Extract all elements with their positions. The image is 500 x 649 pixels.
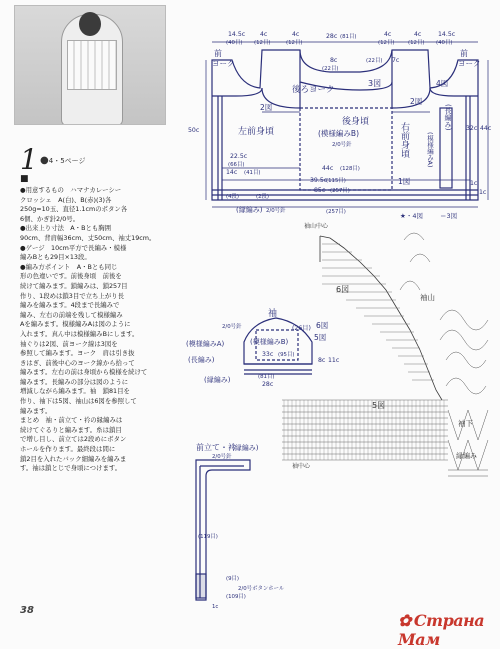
svg-text:(縁編み): (縁編み) xyxy=(232,444,259,452)
svg-text:前立て・衿: 前立て・衿 xyxy=(196,443,236,452)
instruction-line: 鎖2目を入れたバック細編みを編みま xyxy=(20,454,127,463)
instruction-line: 6個、かぎ針2/0号。 xyxy=(20,214,80,223)
svg-text:1c: 1c xyxy=(212,604,219,610)
svg-text:袖中心: 袖中心 xyxy=(292,463,311,470)
instruction-line: ●ゲージ 10cm平方で長編み・模様 xyxy=(20,243,127,252)
svg-text:28c: 28c xyxy=(326,33,338,40)
svg-text:4c: 4c xyxy=(260,31,268,38)
svg-text:39.5c: 39.5c xyxy=(310,177,328,184)
svg-text:後身頃: 後身頃 xyxy=(342,117,370,127)
instruction-line: ●編み方ポイント A・Bとも同じ xyxy=(20,262,118,271)
instruction-line: 袖ぐりは2図、前ヨーク線は3図を xyxy=(20,339,118,348)
instruction-line: 形の色違いです。前後身頃 前後を xyxy=(20,272,122,281)
svg-text:(12目): (12目) xyxy=(254,40,271,46)
svg-text:(4段): (4段) xyxy=(226,194,240,200)
svg-text:14c: 14c xyxy=(226,169,238,176)
svg-text:4図: 4図 xyxy=(436,79,449,88)
svg-text:6図: 6図 xyxy=(336,285,350,294)
svg-text:28c: 28c xyxy=(262,381,274,388)
svg-text:8c: 8c xyxy=(318,357,326,364)
svg-text:(66目): (66目) xyxy=(228,162,245,168)
svg-text:44c: 44c xyxy=(480,125,492,132)
svg-text:(128目): (128目) xyxy=(340,166,360,172)
svg-text:(2段): (2段) xyxy=(256,194,270,200)
instruction-line: 増減しながら編みます。袖 鎖81目を xyxy=(20,387,130,396)
svg-text:32c: 32c xyxy=(466,125,478,132)
svg-text:ヨーク: ヨーク xyxy=(212,59,235,68)
svg-text:袖: 袖 xyxy=(268,309,278,319)
svg-text:5図: 5図 xyxy=(372,401,386,410)
svg-text:8c: 8c xyxy=(330,57,338,64)
svg-text:14.5c: 14.5c xyxy=(438,31,456,38)
instruction-line: きはぎ、前後中心のヨーク線から拾って xyxy=(20,358,135,367)
instruction-line: Aを編みます。模様編みAは図のように xyxy=(20,320,131,329)
instruction-line: 250g=10玉、直径1.1cmのボタン各 xyxy=(20,205,128,214)
svg-text:ヨーク: ヨーク xyxy=(458,59,481,68)
svg-text:(縁編み): (縁編み) xyxy=(236,206,263,214)
svg-text:2/0号針: 2/0号針 xyxy=(212,454,232,460)
dim-14-5-left: 14.5c xyxy=(228,31,246,38)
svg-text:後ろヨーク: 後ろヨーク xyxy=(292,85,335,95)
svg-text:1c: 1c xyxy=(470,180,478,187)
page-reference: ●4・5ページ xyxy=(40,155,86,166)
svg-text:(22目): (22目) xyxy=(322,66,339,72)
svg-text:(長編み): (長編み) xyxy=(444,104,452,131)
svg-text:前: 前 xyxy=(214,49,222,58)
svg-text:(41目): (41目) xyxy=(244,170,261,176)
page-number: 38 xyxy=(20,605,34,616)
instruction-line: 編み、左右の前端を残して模様編み xyxy=(20,310,123,319)
svg-text:★・4図: ★・4図 xyxy=(400,212,423,220)
svg-text:(縁編み): (縁編み) xyxy=(204,376,231,384)
svg-text:7c: 7c xyxy=(392,57,400,64)
svg-text:袖山: 袖山 xyxy=(420,293,435,302)
svg-text:33c: 33c xyxy=(262,351,274,358)
svg-text:2図: 2図 xyxy=(260,103,273,112)
svg-text:(257目): (257目) xyxy=(326,209,346,215)
instruction-line: 編みます。左右の前は身頃から模様を続けて xyxy=(20,368,148,377)
svg-text:(模様編みA): (模様編みA) xyxy=(186,340,225,348)
instruction-line: 続けて編みます。鎖編みは、鎖257目 xyxy=(20,281,128,290)
svg-text:(109目): (109目) xyxy=(226,594,246,600)
instruction-line: 編みます。 xyxy=(20,406,52,415)
watermark-logo: ✿ Страна Мам xyxy=(398,611,485,649)
instruction-line: 編みBとも29目×13段。 xyxy=(20,253,91,262)
stitch-chart xyxy=(282,233,488,476)
svg-text:(12目): (12目) xyxy=(286,40,303,46)
svg-text:袖山中心: 袖山中心 xyxy=(304,223,329,230)
svg-text:前: 前 xyxy=(460,49,468,58)
svg-text:(40目): (40目) xyxy=(226,40,243,46)
svg-text:(12目): (12目) xyxy=(408,40,425,46)
svg-text:(26目): (26目) xyxy=(292,325,311,332)
svg-text:(81目): (81目) xyxy=(258,374,275,380)
instruction-line: 作り、袖下は5図、袖山は6図を参照して xyxy=(20,397,137,406)
svg-text:＝3図: ＝3図 xyxy=(440,212,458,220)
instruction-line: ホールを作ります。最終段は間に xyxy=(20,445,116,454)
instruction-line: で増し目し、前立ては2段めにボタン xyxy=(20,435,127,444)
svg-text:2/0号針: 2/0号針 xyxy=(222,324,242,330)
svg-text:5図: 5図 xyxy=(314,333,327,342)
instruction-line: まとめ 袖・前立て・衿の縁編みは xyxy=(20,416,123,425)
instruction-line: ●用意するもの ハマナカレーシー xyxy=(20,186,122,194)
svg-text:(長編み): (長編み) xyxy=(188,356,215,364)
instruction-line: 編みを編みます。4段まで長編みで xyxy=(20,301,120,310)
svg-text:(40目): (40目) xyxy=(436,40,453,46)
svg-text:(119目): (119目) xyxy=(198,534,218,540)
svg-text:1c: 1c xyxy=(479,189,487,196)
svg-text:縁編み: 縁編み xyxy=(456,452,477,460)
svg-text:85c: 85c xyxy=(314,187,326,194)
svg-text:4c: 4c xyxy=(384,31,392,38)
svg-text:4c: 4c xyxy=(414,31,422,38)
svg-text:3図: 3図 xyxy=(368,79,382,88)
svg-text:50c: 50c xyxy=(188,127,200,134)
svg-text:(257目): (257目) xyxy=(330,188,350,194)
svg-text:1図: 1図 xyxy=(398,177,411,186)
svg-text:(12目): (12目) xyxy=(378,40,395,46)
svg-text:22.5c: 22.5c xyxy=(230,153,248,160)
instruction-line: 参照して編みます。ヨーク 肩は引き抜 xyxy=(20,349,135,358)
instruction-line: 入れます。真ん中は模様編みBにします。 xyxy=(20,329,139,338)
svg-text:2図: 2図 xyxy=(410,97,423,106)
instruction-line: 編みます。長編みの部分は図のように xyxy=(20,377,129,386)
svg-text:44c: 44c xyxy=(322,165,334,172)
instruction-line: す。袖は鎖とじで身頃につけます。 xyxy=(20,464,122,473)
svg-text:11c: 11c xyxy=(328,357,340,364)
svg-text:2/0号針: 2/0号針 xyxy=(266,208,286,214)
svg-text:左前身頃: 左前身頃 xyxy=(238,127,275,137)
svg-text:6図: 6図 xyxy=(316,321,329,330)
svg-text:4c: 4c xyxy=(292,31,300,38)
svg-text:(9目): (9目) xyxy=(226,576,240,582)
collar-diagram xyxy=(196,460,250,600)
svg-text:袖下: 袖下 xyxy=(458,419,473,428)
svg-text:(模様編みA): (模様編みA) xyxy=(426,132,434,168)
svg-text:(95目): (95目) xyxy=(278,352,295,358)
instruction-line: 90cm、背肩幅36cm、丈50cm、袖丈19cm。 xyxy=(20,233,156,242)
instruction-line: クロッシェ A(白)、B(赤)(3)各 xyxy=(20,195,112,204)
instruction-line: 続けてぐるりと編みます。糸は鎖目 xyxy=(20,425,122,434)
svg-text:(模様編みB): (模様編みB) xyxy=(250,338,289,346)
svg-text:(81目): (81目) xyxy=(340,34,357,40)
svg-text:2/0号針: 2/0号針 xyxy=(332,142,352,148)
svg-text:(模様編みB): (模様編みB) xyxy=(318,129,359,138)
instruction-line: 作り、1段めは鎖3目で立ち上がり長 xyxy=(20,291,124,300)
svg-text:右前身頃: 右前身頃 xyxy=(399,122,409,158)
svg-text:(115目): (115目) xyxy=(326,178,346,184)
section-number: 1 xyxy=(20,143,38,176)
instruction-line: ●出来上り寸法 A・Bとも胸囲 xyxy=(20,224,112,233)
section-marker: ■ xyxy=(20,174,29,184)
svg-text:2/0号ボタンホール: 2/0号ボタンホール xyxy=(238,586,285,592)
svg-text:(22目): (22目) xyxy=(366,58,383,64)
